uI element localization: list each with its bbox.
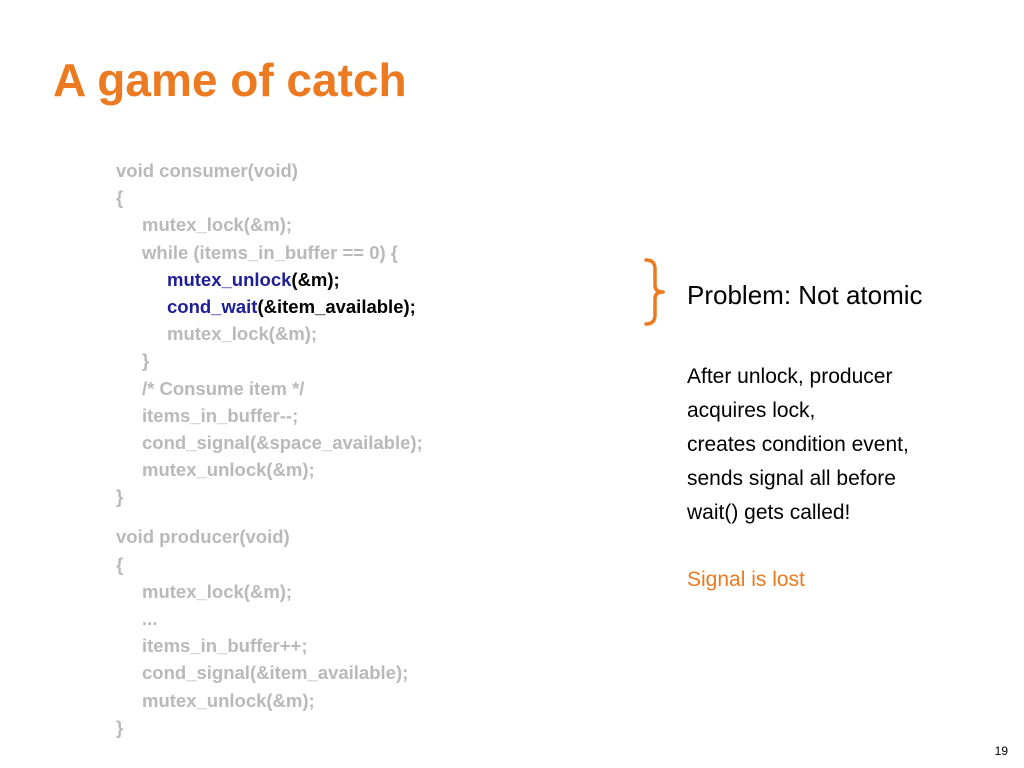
slide-number: 19 <box>994 744 1008 758</box>
wait-arguments: (&item_available); <box>257 295 416 317</box>
consumer-open-brace: { <box>116 187 124 209</box>
unlock-function-name: mutex_unlock <box>167 268 292 290</box>
explanation-line: creates condition event, <box>687 433 909 456</box>
explanation-line: acquires lock, <box>687 399 816 422</box>
explanation-line: After unlock, producer <box>687 365 893 388</box>
producer-signature: void producer(void) <box>116 526 290 548</box>
producer-open-brace: { <box>116 553 124 575</box>
consumer-wait-line <box>116 293 423 320</box>
consumer-signature: void consumer(void) <box>116 160 298 181</box>
producer-lock-line: mutex_lock(&m); <box>142 580 293 602</box>
conclusion-text: Signal is lost <box>687 568 805 591</box>
unlock-arguments: (&m); <box>291 268 340 290</box>
consumer-close-brace: } <box>116 486 124 508</box>
problem-explanation <box>687 360 1017 530</box>
consumer-close-while: } <box>142 350 150 372</box>
code-listing <box>116 157 423 741</box>
consumer-final-unlock-line: mutex_unlock(&m); <box>142 459 315 481</box>
consumer-relock-line: mutex_lock(&m); <box>167 323 318 345</box>
producer-increment-line: items_in_buffer++; <box>142 635 308 657</box>
consumer-lock-line: mutex_lock(&m); <box>142 214 293 236</box>
consumer-signal-line: cond_signal(&space_available); <box>142 431 423 453</box>
explanation-line: wait() gets called! <box>687 501 851 524</box>
consumer-while-line: while (items_in_buffer == 0) { <box>142 241 398 263</box>
producer-signal-line: cond_signal(&item_available); <box>142 662 409 684</box>
consumer-unlock-line <box>116 266 423 293</box>
consumer-comment-line: /* Consume item */ <box>142 377 305 399</box>
consumer-decrement-line: items_in_buffer--; <box>142 404 299 426</box>
wait-function-name: cond_wait <box>167 295 258 317</box>
curly-brace-icon <box>641 257 667 327</box>
producer-unlock-line: mutex_unlock(&m); <box>142 689 315 711</box>
problem-heading: Problem: Not atomic <box>687 280 923 310</box>
code-spacer <box>116 510 423 523</box>
slide-title: A game of catch <box>53 54 407 106</box>
producer-ellipsis-line: ... <box>142 608 158 629</box>
producer-close-brace: } <box>116 716 124 738</box>
explanation-line: sends signal all before <box>687 467 896 490</box>
